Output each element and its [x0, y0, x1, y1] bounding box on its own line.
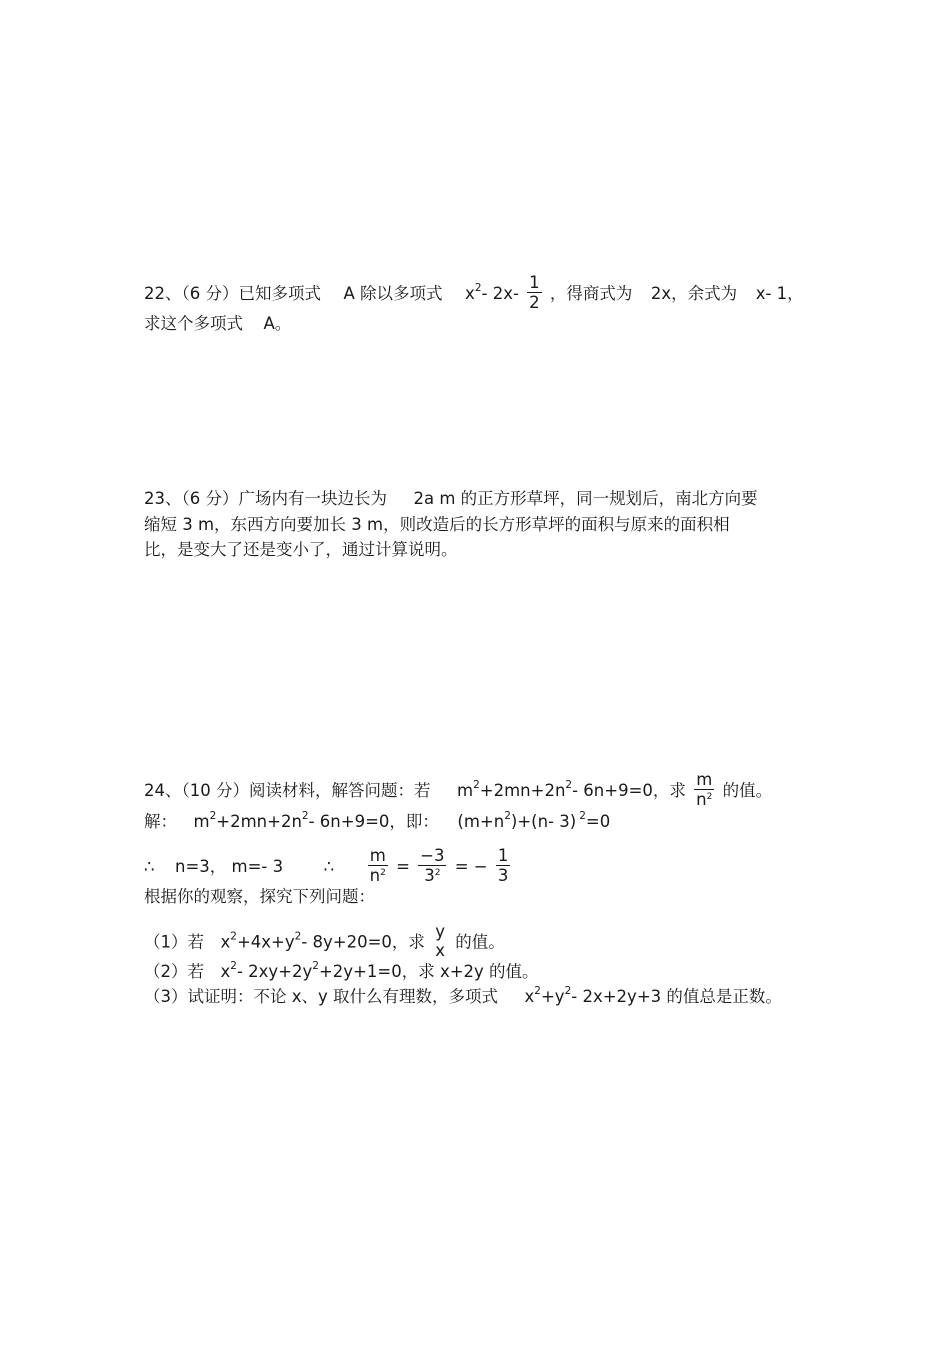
q22-divisor: $x^2-$ 2x- [465, 282, 519, 303]
q22-head: 22、（6 分）已知多项式 [144, 284, 321, 303]
q24-fraction-m-n2: $\frac{m}{n^2}$ [696, 770, 713, 809]
therefore-icon: ∴ [144, 857, 155, 876]
q22-quotient-label: ，得商式为 [549, 284, 633, 303]
q24-equation: $m^2+2mn+2n^2-$ 6n+9=0，求 [457, 779, 686, 800]
q23-line1: 23、（6 分）广场内有一块边长为 2a m 的正方形草坪，同一规划后，南北方向要 [144, 489, 758, 508]
q24-line1: 24、（10 分）阅读材料，解答问题：若 $m^2+2mn+2n^2-$ 6n+9=0，求 $\frac{m}{n^2}$ 的值。 [144, 770, 773, 809]
q24-fraction-neg3-32: $\frac{-3}{3^2}$ [420, 846, 445, 885]
therefore-icon: ∴ [323, 857, 335, 876]
q22-line1 [144, 275, 804, 314]
q24-explore: 根据你的观察，探究下列问题： [144, 887, 375, 906]
q24-fraction-y-x: y x [435, 922, 445, 960]
q22-text: A 除以多项式 [343, 284, 443, 303]
q24-solution-line: 解： $m^2+2mn+2n^2-$ 6n+9=0，即： $(m+n^2)+(n-$ 3) $^2$=0 [144, 810, 611, 831]
q24-therefore-line: ∴ n=3， m=- 3 ∴ $\frac{m}{n^2}$ = $\frac{-3}{3^2}$ = − $\frac{1}{3}$ [144, 846, 509, 885]
q24-part3: （3）试证明：不论 x、y 取什么有理数，多项式 $x^2+y^2-$ 2x+2y+3 的值总是正数。 [144, 985, 782, 1006]
q22-quotient: 2x，余式为 [650, 284, 738, 303]
q24-fraction-m-n2-b: $\frac{m}{n^2}$ [369, 846, 386, 885]
q24-part1: （1）若 $x^2+4x+y^2-$ 8y+20=0，求 y x 的值。 [144, 922, 505, 960]
q23-line2: 缩短 3 m，东西方向要加长 3 m，则改造后的长方形草坪的面积与原来的面积相 [144, 515, 730, 534]
q24-fraction-1-3: $\frac{1}{3}$ [497, 846, 509, 885]
q24-part2: （2）若 $x^2-$ $2xy+2y^2+2y+1=0$，求 x+2y 的值。 [144, 960, 539, 981]
q23-line3: 比，是变大了还是变小了，通过计算说明。 [144, 540, 458, 559]
q22-fraction-half: $\frac{1}{2}$ [529, 273, 540, 312]
q22-remainder: x- 1， [755, 284, 804, 303]
q22-line2: 求这个多项式 A。 [144, 314, 292, 333]
